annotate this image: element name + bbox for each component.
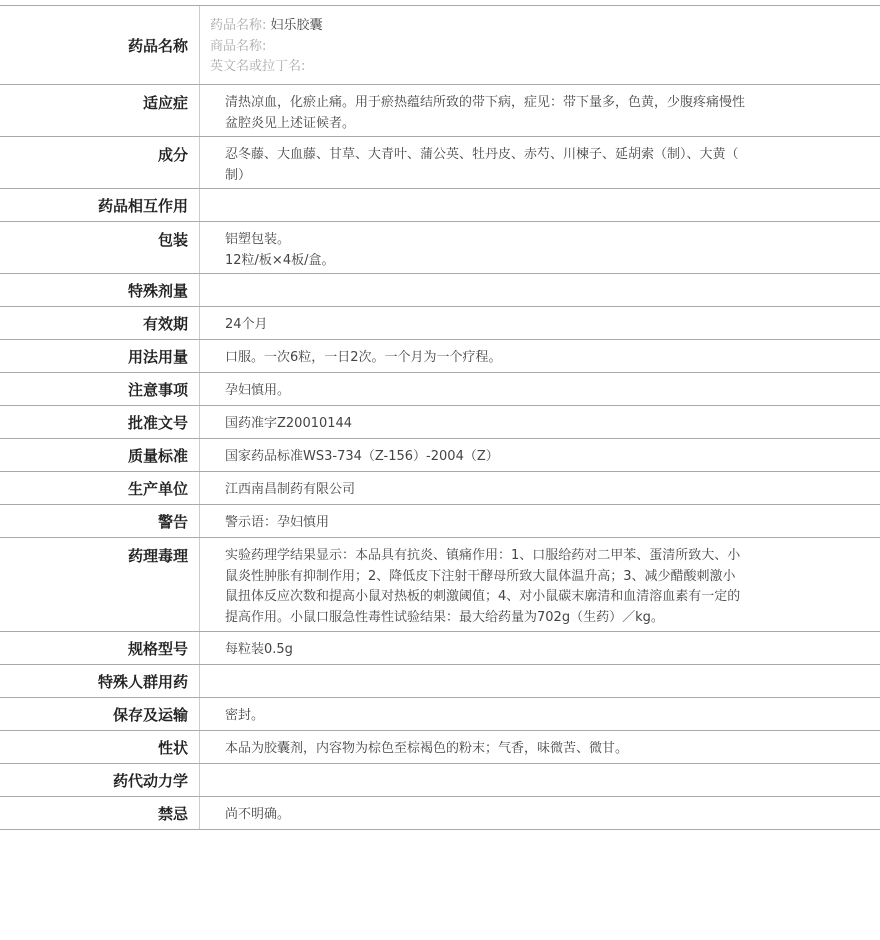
row-value	[200, 698, 880, 730]
row-label: 注意事项	[0, 373, 200, 405]
row-label: 生产单位	[0, 472, 200, 504]
row-label: 有效期	[0, 307, 200, 339]
row-label: 包装	[0, 222, 200, 273]
row-indications	[0, 85, 880, 137]
row-value	[200, 307, 880, 339]
row-text-line: 每粒装0.5g	[225, 642, 293, 657]
row-contraindications	[0, 797, 880, 830]
row-text-line: 孕妇慎用。	[225, 383, 291, 398]
row-shelf-life	[0, 307, 880, 340]
row-value	[200, 274, 880, 306]
row-drug-name	[0, 6, 880, 85]
row-text-line: 忍冬藤、大血藤、甘草、大青叶、蒲公英、牡丹皮、赤芍、川楝子、延胡索（制）、大黄（	[225, 147, 739, 162]
row-text-line: 鼠炎性肿胀有抑制作用；2、降低皮下注射干酵母所致大鼠体温升高；3、减少醋酸刺激小	[225, 568, 736, 584]
row-label: 特殊剂量	[0, 274, 200, 306]
row-special-dosage	[0, 274, 880, 307]
row-dosage	[0, 340, 880, 373]
row-pharmacokinetics	[0, 764, 880, 797]
row-value	[200, 665, 880, 697]
drug-name-block	[200, 6, 880, 84]
row-text-line: 制）	[225, 167, 252, 183]
row-label: 药理毒理	[0, 538, 200, 631]
row-value	[200, 340, 880, 372]
drug-name-prefix: 药品名称:	[210, 18, 267, 33]
row-warning	[0, 505, 880, 538]
row-text-line: 12粒/板×4板/盒。	[225, 252, 335, 268]
row-text-line: 尚不明确。	[225, 807, 291, 822]
row-label: 保存及运输	[0, 698, 200, 730]
row-drug-interactions	[0, 189, 880, 222]
row-packaging	[0, 222, 880, 274]
row-label: 禁忌	[0, 797, 200, 829]
row-value	[200, 85, 880, 136]
row-value	[200, 439, 880, 471]
row-text-line: 国药准字Z20010144	[225, 416, 353, 431]
row-text-line: 江西南昌制药有限公司	[225, 482, 356, 497]
row-ingredients	[0, 137, 880, 189]
row-value	[200, 632, 880, 664]
row-value	[200, 538, 880, 631]
row-text-line: 鼠扭体反应次数和提高小鼠对热板的刺激阈值；4、对小鼠碳末廓清和血清溶血素有一定的	[225, 589, 741, 604]
row-value	[200, 373, 880, 405]
row-label: 药品名称	[0, 6, 200, 84]
english-name-line: 英文名或拉丁名:	[210, 59, 306, 74]
row-value	[200, 797, 880, 829]
drug-name-line	[210, 16, 870, 37]
row-label: 警告	[0, 505, 200, 537]
row-value	[200, 189, 880, 221]
row-value	[200, 505, 880, 537]
row-value	[200, 731, 880, 763]
row-approval-number	[0, 406, 880, 439]
row-label: 成分	[0, 137, 200, 188]
row-manufacturer	[0, 472, 880, 505]
row-text-line: 国家药品标准WS3-734（Z-156）-2004（Z）	[225, 449, 499, 464]
drug-spec-table	[0, 5, 880, 830]
row-text-line: 24个月	[225, 317, 268, 332]
row-precautions	[0, 373, 880, 406]
row-label: 质量标准	[0, 439, 200, 471]
row-value	[200, 764, 880, 796]
row-storage	[0, 698, 880, 731]
row-label: 规格型号	[0, 632, 200, 664]
row-description	[0, 731, 880, 764]
row-label: 性状	[0, 731, 200, 763]
row-value	[200, 406, 880, 438]
row-label: 特殊人群用药	[0, 665, 200, 697]
row-value	[200, 137, 880, 188]
row-label: 用法用量	[0, 340, 200, 372]
row-text-line: 实验药理学结果显示：本品具有抗炎、镇痛作用：1、口服给药对二甲苯、蛋清所致大、小	[225, 548, 741, 563]
trade-name-line: 商品名称:	[210, 38, 267, 54]
row-value	[200, 472, 880, 504]
row-text-line: 铝塑包装。	[225, 232, 291, 247]
row-text-line: 清热凉血，化瘀止痛。用于瘀热蕴结所致的带下病，症见：带下量多，色黄，少腹疼痛慢性	[225, 95, 746, 110]
row-pharmacology	[0, 538, 880, 632]
row-label: 药品相互作用	[0, 189, 200, 221]
drug-name-value: 妇乐胶囊	[270, 18, 323, 33]
row-text-line: 本品为胶囊剂，内容物为棕色至棕褐色的粉末；气香，味微苦、微甘。	[225, 741, 629, 756]
row-value	[200, 222, 880, 273]
row-special-populations	[0, 665, 880, 698]
row-text-line: 盆腔炎见上述证候者。	[225, 115, 356, 131]
row-text-line: 口服。一次6粒，一日2次。一个月为一个疗程。	[225, 350, 502, 365]
row-text-line: 警示语：孕妇慎用	[225, 515, 330, 530]
row-text-line: 提高作用。小鼠口服急性毒性试验结果：最大给药量为702g（生药）／kg。	[225, 609, 664, 625]
row-quality-standard	[0, 439, 880, 472]
row-text-line: 密封。	[225, 708, 265, 723]
row-label: 适应症	[0, 85, 200, 136]
row-label: 批准文号	[0, 406, 200, 438]
row-specification	[0, 632, 880, 665]
row-label: 药代动力学	[0, 764, 200, 796]
